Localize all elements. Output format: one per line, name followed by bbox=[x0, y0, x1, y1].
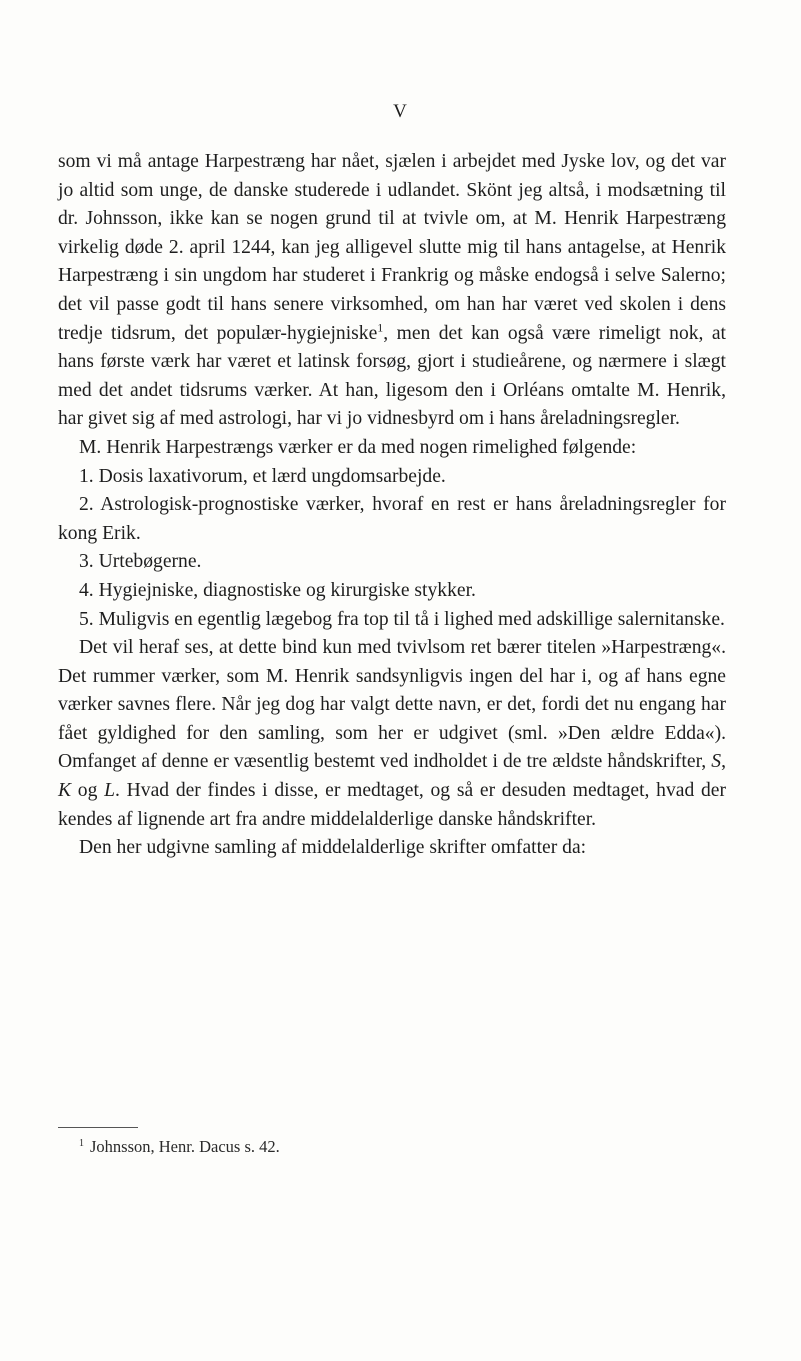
paragraph-1-text-a: som vi må antage Harpestræng har nået, sjælen i arbejdet med Jyske lov, og det var jo altid som unge, de danske studerede i udlandet. Skönt jeg altså, i modsætning til dr. Johnsson, ikke kan se nogen grund til at tvivle om, at M. Henrik Harpestræng virkelig døde 2. april 1244, kan jeg alligevel slutte mig til hans antagelse, at Henrik Harpestræng i sin ungdom har studeret i Frankrig og måske endogså i selve Salerno; det vil passe godt til hans senere virksomhed, om han har været ved skolen i dens tredje tidsrum, det populær-hygiejniske bbox=[58, 151, 726, 344]
footnote-reference: 1 bbox=[377, 320, 384, 335]
paragraph-2: M. Henrik Harpestrængs værker er da med nogen rimelighed følgende: bbox=[79, 436, 637, 458]
siglum-separator: og bbox=[71, 780, 105, 802]
body-text bbox=[58, 148, 726, 863]
footnote-text: Johnsson, Henr. Dacus s. 42. bbox=[90, 1137, 280, 1156]
manuscript-siglum-l: L bbox=[104, 780, 116, 802]
paragraph-4: Den her udgivne samling af middelalderlige skrifter omfatter da: bbox=[79, 837, 587, 859]
list-item bbox=[58, 577, 726, 606]
list-item-number: 1. bbox=[79, 465, 94, 487]
manuscript-siglum-k: K bbox=[58, 780, 72, 802]
footnote-divider bbox=[58, 1127, 138, 1128]
list-item-number: 3. bbox=[79, 551, 94, 573]
list-item bbox=[58, 548, 726, 577]
list-item bbox=[58, 606, 726, 635]
list-item-number: 4. bbox=[79, 579, 94, 601]
paragraph-1 bbox=[58, 148, 726, 434]
siglum-separator: , bbox=[721, 751, 726, 773]
list-item-text: Urtebøgerne. bbox=[98, 551, 202, 573]
footnote bbox=[79, 1136, 719, 1158]
list-item-number: 5. bbox=[79, 608, 94, 630]
list-item bbox=[58, 491, 726, 548]
list-item-number: 2. bbox=[79, 494, 94, 516]
paragraph-3-text-a: Det vil heraf ses, at dette bind kun med tvivlsom ret bærer titelen »Harpestræng«. Det rummer værker, som M. Henrik sandsynligvis ingen del har i, og af hans egne værker savnes flere. Når jeg dog har valgt dette navn, er det, fordi det nu engang har fået gyldighed for den samling, som her er udgivet (sml. »Den ældre Edda«). Omfanget af denne er væsentlig bestemt ved indholdet i de tre ældste håndskrifter, bbox=[58, 637, 726, 773]
list-item-text: Astrologisk-prognostiske værker, hvoraf en rest er hans åreladningsregler for kong Erik. bbox=[58, 494, 726, 544]
list-item-text: Hygiejniske, diagnostiske og kirurgiske stykker. bbox=[98, 579, 476, 601]
paragraph-1-text-b: , men det kan også være rimeligt nok, at hans første værk har været et latinsk forsøg, gjort i studieårene, og nærmere i slægt med det andet tidsrums værker. At han, ligesom den i Orléans omtalte M. Henrik, har givet sig af med astrologi, har vi jo vidnesbyrd om i hans åreladningsregler. bbox=[58, 322, 726, 430]
paragraph-3-text-b: . Hvad der findes i disse, er medtaget, og så er desuden medtaget, hvad der kendes af lignende art fra andre middelalderlige danske håndskrifter. bbox=[58, 780, 726, 830]
manuscript-siglum-s: S bbox=[711, 751, 722, 773]
footnote-mark: 1 bbox=[79, 1137, 84, 1149]
list-item-text: Muligvis en egentlig lægebog fra top til tå i lighed med adskillige salernitanske. bbox=[98, 608, 725, 630]
paragraph-3 bbox=[58, 634, 726, 834]
list-item bbox=[58, 463, 726, 492]
page-number: V bbox=[393, 101, 408, 122]
list-item-text: Dosis laxativorum, et lærd ungdomsarbejde. bbox=[98, 465, 446, 487]
